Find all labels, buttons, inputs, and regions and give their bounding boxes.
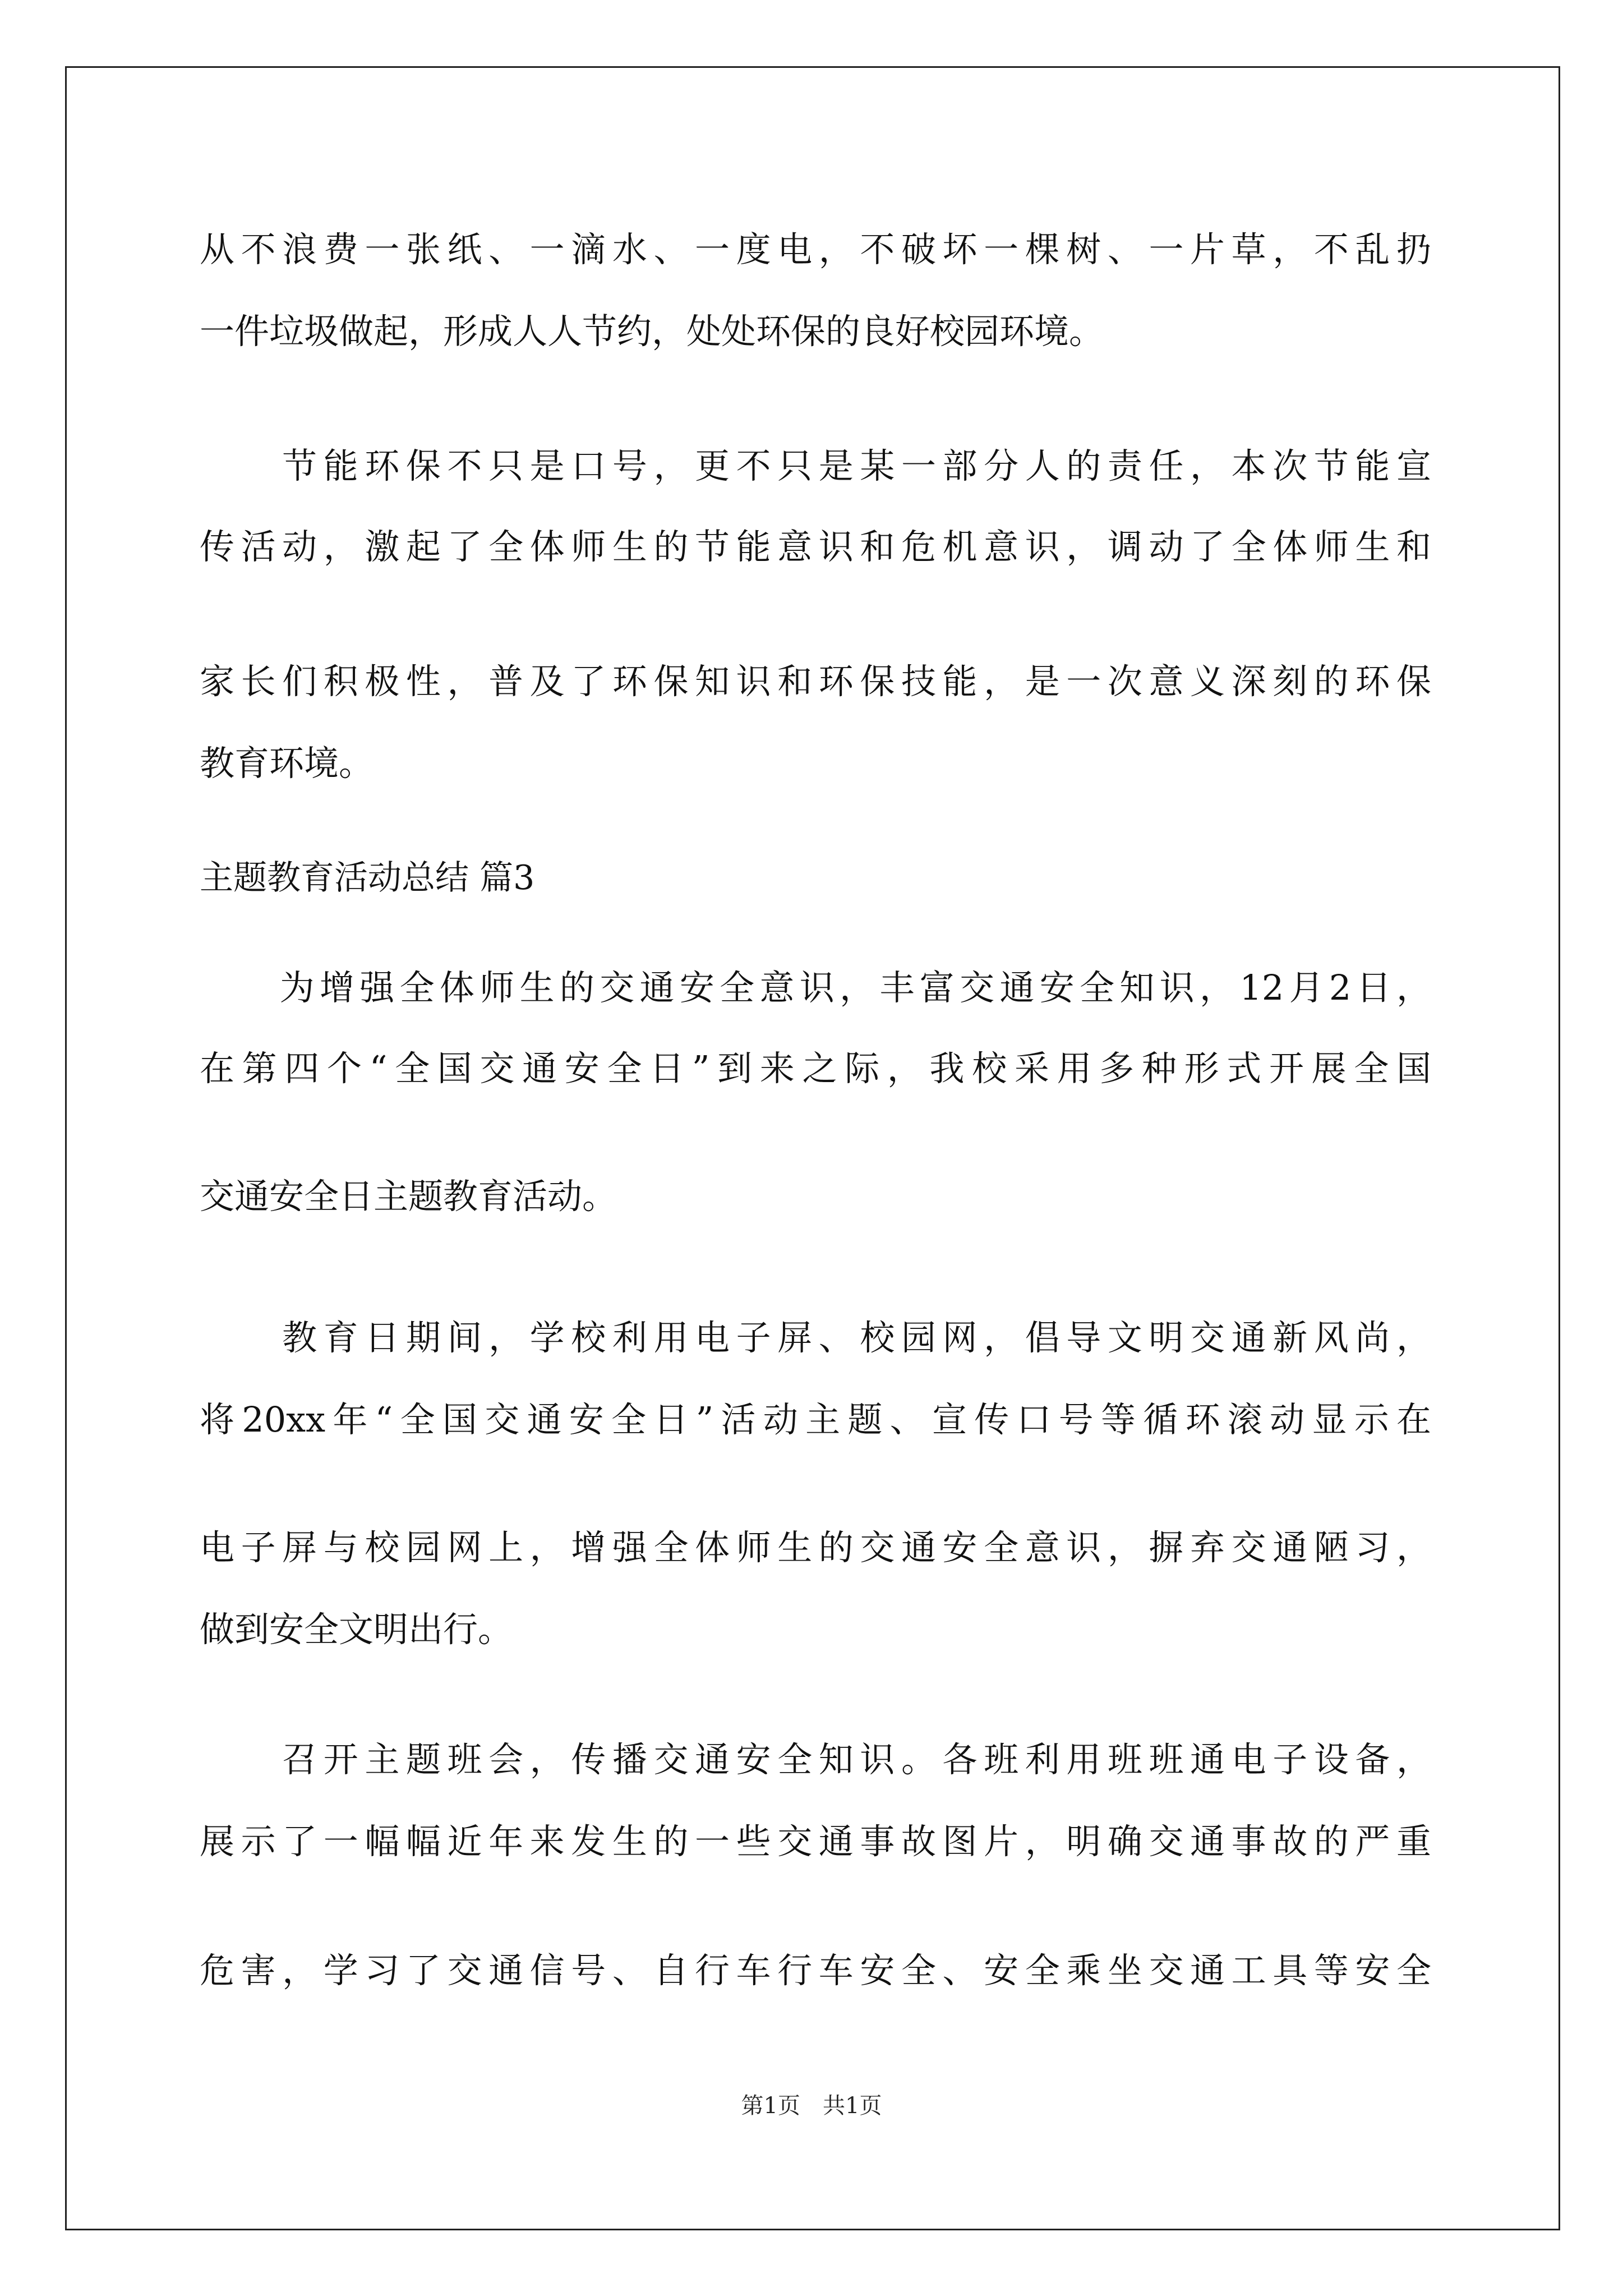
text-line: 交通安全日主题教育活动。 <box>200 1176 617 1217</box>
text-line: 家长们积极性，普及了环保知识和环保技能，是一次意义深刻的环保 <box>200 661 1431 702</box>
page-frame <box>65 66 1560 2230</box>
text-line: 危害，学习了交通信号、自行车行车安全、安全乘坐交通工具等安全 <box>200 1950 1431 1991</box>
text-line: 在第四个“全国交通安全日”到来之际，我校采用多种形式开展全国 <box>200 1048 1431 1089</box>
text-line: 一件垃圾做起，形成人人节约，处处环保的良好校园环境。 <box>200 311 1104 352</box>
text-line: 节能环保不只是口号，更不只是某一部分人的责任，本次节能宣 <box>200 445 1431 486</box>
text-line: 电子屏与校园网上，增强全体师生的交通安全意识，摒弃交通陋习， <box>200 1527 1431 1568</box>
text-line: 为增强全体师生的交通安全意识，丰富交通安全知识，12月2日， <box>200 967 1431 1008</box>
text-line: 教育日期间，学校利用电子屏、校园网，倡导文明交通新风尚， <box>200 1317 1431 1358</box>
text-line: 从不浪费一张纸、一滴水、一度电，不破坏一棵树、一片草，不乱扔 <box>200 229 1431 270</box>
text-line: 将20xx年“全国交通安全日”活动主题、宣传口号等循环滚动显示在 <box>200 1399 1431 1440</box>
text-line: 展示了一幅幅近年来发生的一些交通事故图片，明确交通事故的严重 <box>200 1821 1431 1862</box>
text-line: 传活动，激起了全体师生的节能意识和危机意识，调动了全体师生和 <box>200 526 1431 567</box>
text-line: 做到安全文明出行。 <box>200 1609 513 1650</box>
section-heading: 主题教育活动总结 篇3 <box>200 858 535 898</box>
page-number-footer: 第1页 共1页 <box>741 2093 882 2119</box>
text-line: 召开主题班会，传播交通安全知识。各班利用班班通电子设备， <box>200 1739 1431 1780</box>
text-line: 教育环境。 <box>200 743 374 784</box>
